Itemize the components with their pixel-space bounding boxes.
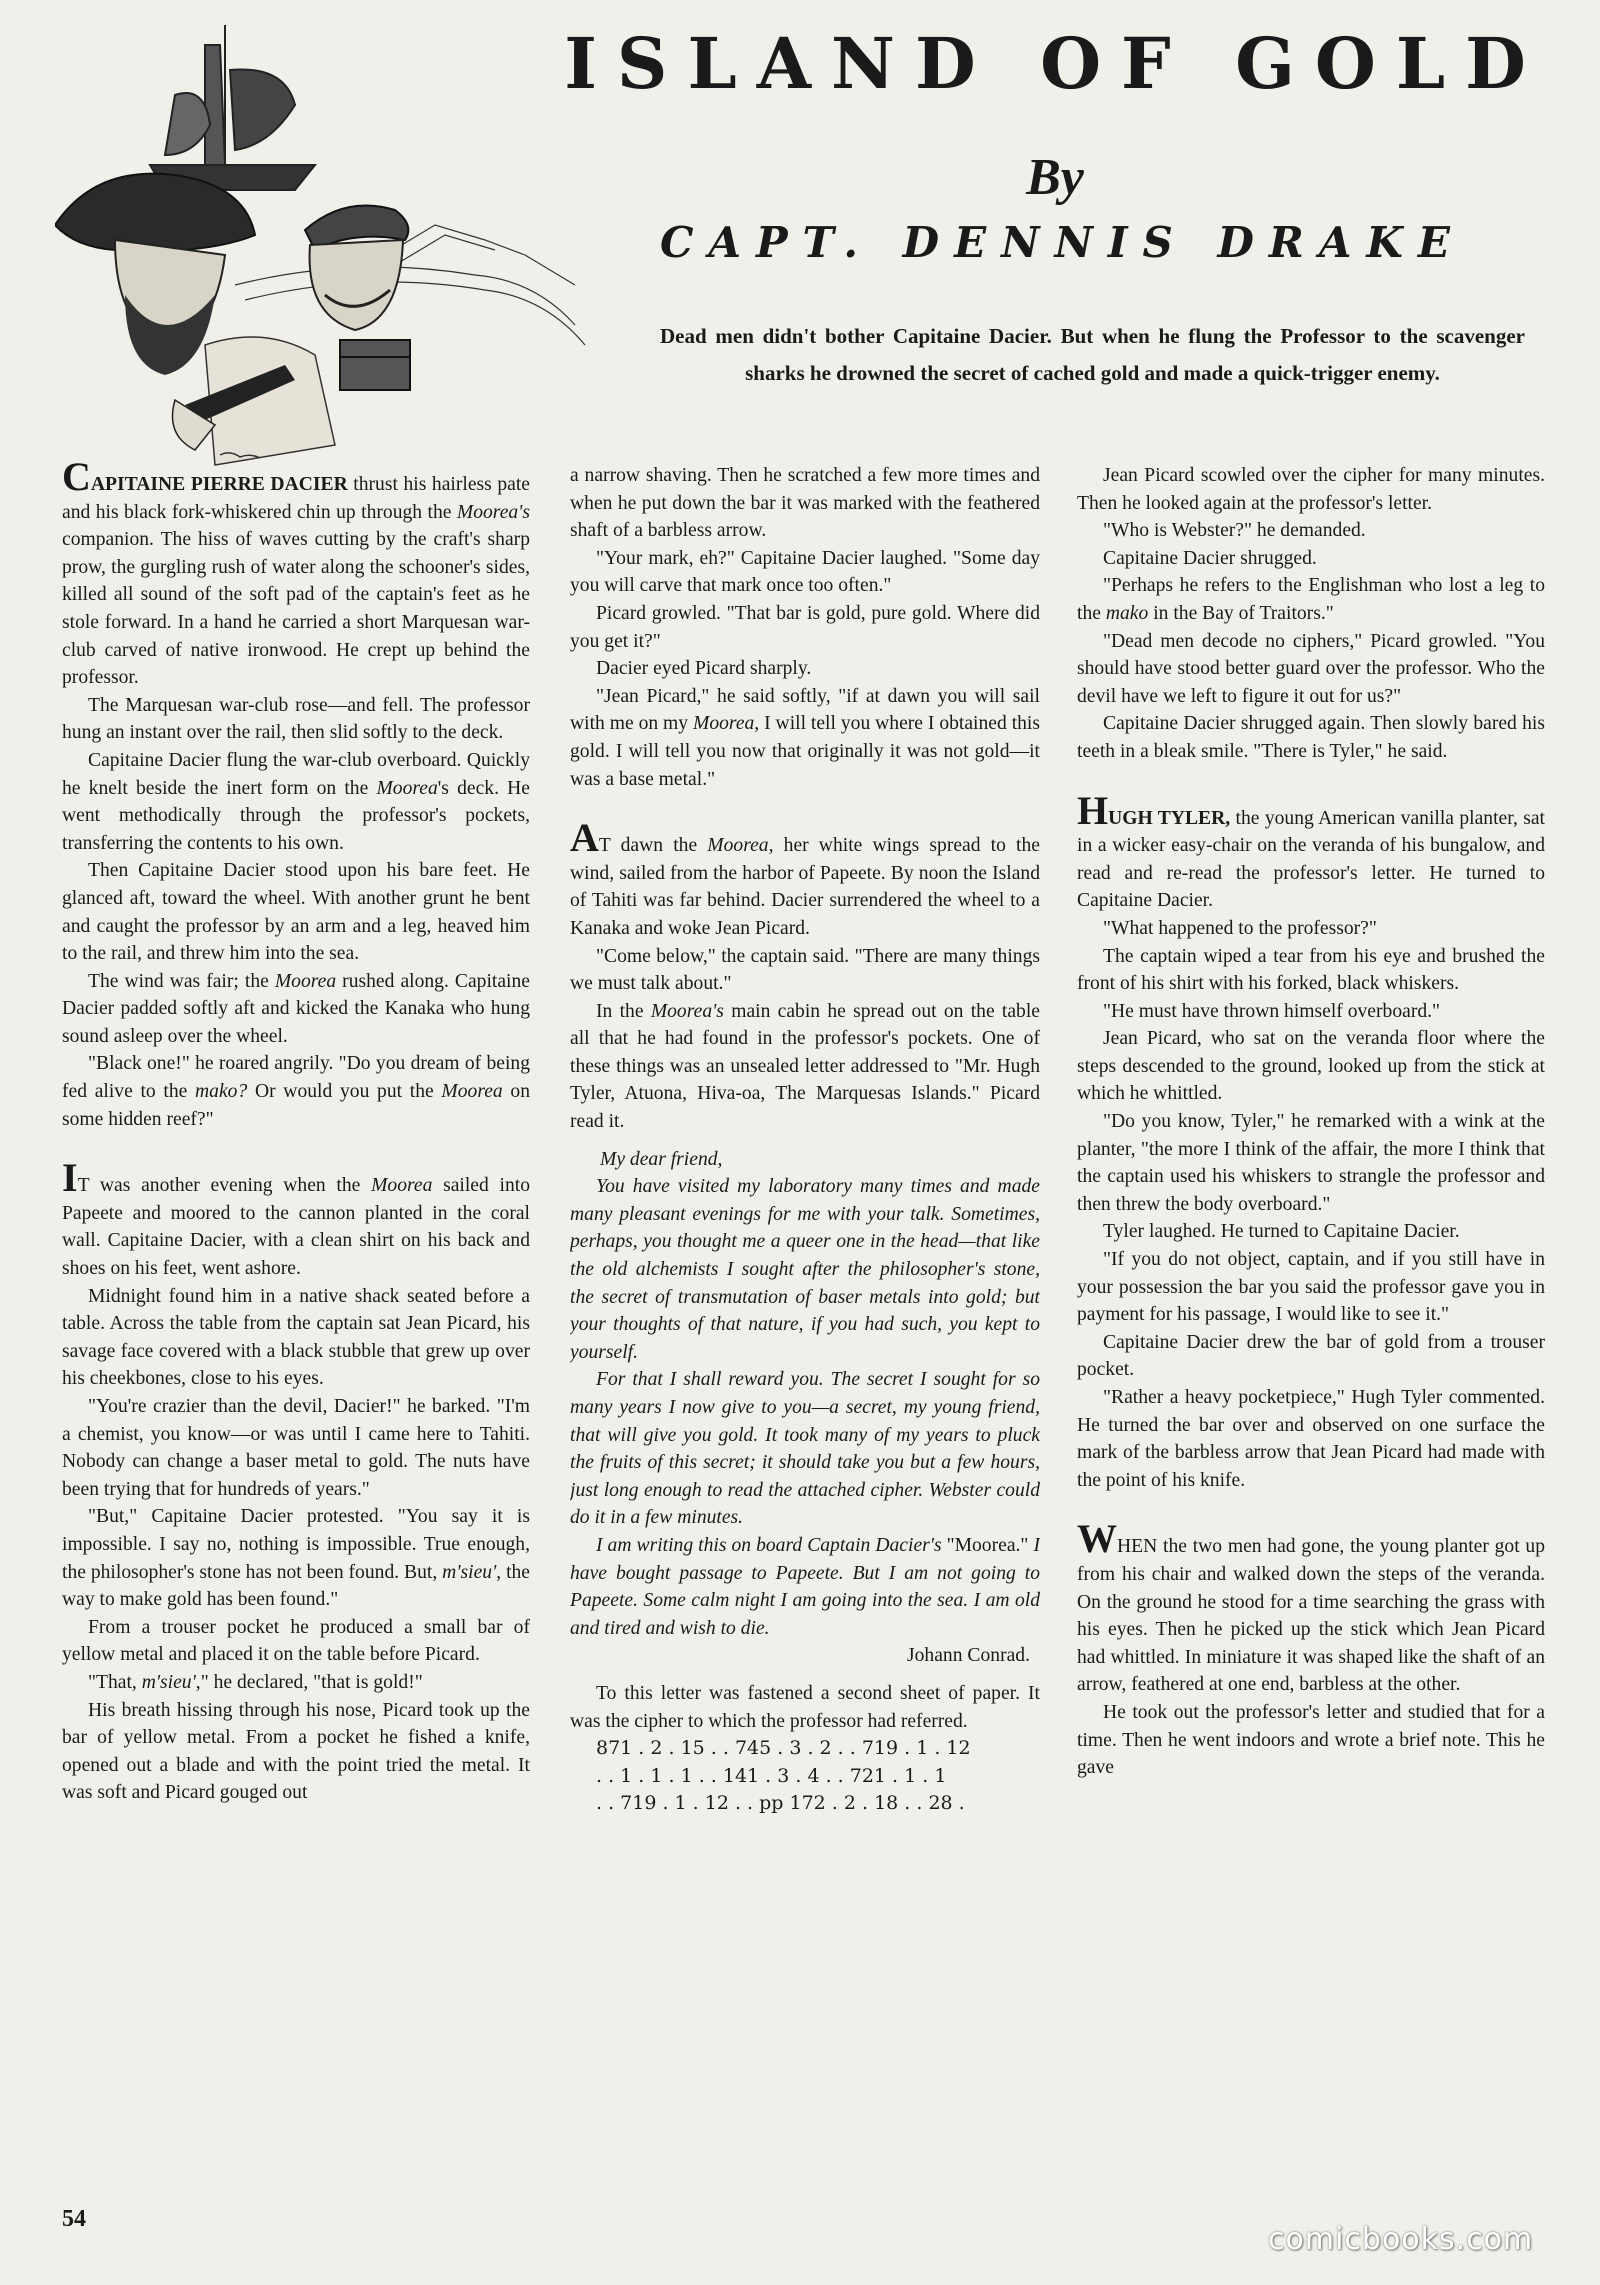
text-column-1: [62, 462, 530, 2222]
paragraph: "Who is Webster?" he demanded.: [1103, 520, 1366, 542]
italic-text: Moorea: [441, 1081, 503, 1103]
text-run: , the way to make gold has been found.": [62, 1561, 530, 1611]
letter-salutation: My dear friend,: [600, 1148, 723, 1170]
paragraph: [62, 1669, 530, 1697]
letter-signature: Johann Conrad.: [907, 1645, 1030, 1667]
paragraph: He took out the professor's letter and studied that for a time. Then he went indoors and wrote a brief note. This he gave: [1077, 1701, 1545, 1779]
paragraph: Tyler laughed. He turned to Capitaine Dacier.: [1103, 1221, 1460, 1243]
cipher-line: 871 . 2 . 15 . . 745 . 3 . 2 . . 719 . 1 . 12: [596, 1737, 971, 1760]
text-run: T was another evening when the: [77, 1175, 372, 1197]
paragraph: "You're crazier than the devil, Dacier!" he barked. "I'm a chemist, you know—or was until I came here to Tahiti. Nobody can change a baser metal to gold. The nuts have been trying that for hundreds of years.": [62, 1396, 530, 1500]
paragraph: "If you do not object, captain, and if you still have in your possession the bar you said the professor gave you in payment for his passage, I would like to see it.": [1077, 1249, 1545, 1326]
text-column-2: [570, 462, 1040, 2222]
italic-text: m'sieu': [442, 1561, 497, 1583]
page-number: 54: [62, 2206, 86, 2232]
paragraph: a narrow shaving. Then he scratched a few more times and when he put down the bar it was marked with the feathered shaft of a barbless arrow.: [570, 465, 1040, 542]
text-run: I will tell you where I obtained this gold. I will tell you now that originally it was not gold—it was a base metal.": [570, 713, 1040, 790]
text-run: ," he declared, "that is gold!": [195, 1671, 423, 1693]
paragraph: To this letter was fastened a second sheet of paper. It was the cipher to which the professor had referred.: [570, 1682, 1040, 1732]
italic-text: Moorea's: [650, 1000, 724, 1022]
italic-text: Moorea,: [693, 713, 760, 735]
paragraph: [570, 683, 1040, 793]
paragraph: "Dead men decode no ciphers," Picard growled. "You should have stood better guard over the professor. Who the devil have we left to figure it out for us?": [1077, 630, 1545, 707]
professor-letter: [570, 1146, 1040, 1670]
drop-cap: H: [1077, 787, 1109, 833]
cipher-line: . . 1 . 1 . 1 . . 141 . 3 . 4 . . 721 . 1 . 1: [596, 1764, 947, 1787]
text-run: "But," Capitaine Dacier protested. "You say it is impossible. I say no, nothing is impossible. True enough, the philosopher's stone has not been found. But,: [62, 1506, 530, 1583]
text-run: in the Bay of Traitors.": [1148, 602, 1334, 624]
paragraph: Midnight found him in a native shack seated before a table. Across the table from the captain sat Jean Picard, his savage face covered with a black stubble that grew up over his cheekbones, close to his eyes.: [62, 1285, 530, 1390]
paragraph: Picard growled. "That bar is gold, pure gold. Where did you get it?": [570, 602, 1040, 652]
paragraph: Jean Picard scowled over the cipher for many minutes. Then he looked again at the professor's letter.: [1077, 465, 1545, 514]
text-run: 's deck. He went methodically through the professor's pockets, transferring the contents to his own.: [62, 777, 530, 854]
paragraph: The Marquesan war-club rose—and fell. The professor hung an instant over the rail, then slid softly to the deck.: [62, 694, 530, 744]
story-title: ISLAND OF GOLD: [564, 22, 1546, 105]
pirates-and-ship-illustration: [55, 25, 620, 475]
paragraph: [1077, 787, 1545, 915]
drop-cap: C: [62, 462, 91, 499]
paragraph: [62, 1050, 530, 1133]
small-caps-text: APITAINE PIERRE DACIER: [90, 474, 348, 495]
text-run: "Black one!" he roared angrily. "Do you dream of being fed alive to the: [62, 1053, 530, 1103]
paragraph: [62, 1503, 530, 1613]
text-run: thrust his hairless pate and his black fork-whiskered chin up through the: [62, 474, 530, 523]
text-run: the young American vanilla planter, sat in a wicker easy-chair on the veranda of his bungalow, and read and re-read the professor's letter. He turned to Capitaine Dacier.: [1077, 807, 1545, 912]
paragraph: Capitaine Dacier shrugged again. Then slowly bared his teeth in a bleak smile. "There is Tyler," he said.: [1077, 713, 1545, 762]
author-name: CAPT. DENNIS DRAKE: [660, 218, 1465, 267]
paragraph: [62, 747, 530, 857]
text-run: HEN the two men had gone, the young planter got up from his chair and walked down the steps of the veranda. On the ground he stood for a time searching the grass with his eyes. Then he picked up the stick which Jean Picard had whittled. In miniature it was shaped like the shaft of an arrow, feathered at one end, barbless at the other.: [1077, 1536, 1545, 1696]
paragraph: The captain wiped a tear from his eye and brushed the front of his shirt with his forked, black whiskers.: [1077, 945, 1545, 995]
byline: By: [1026, 149, 1084, 206]
paragraph: His breath hissing through his nose, Picard took up the bar of yellow metal. From a pocket he fished a knife, opened out a blade and with the point tried the metal. It was soft and Picard gouged out: [62, 1699, 530, 1804]
italic-text: Moorea,: [707, 835, 774, 857]
text-run: I have bought passage to Papeete. But I am not going to Papeete. Some calm night I am going into the sea. I am old and tired and wish to die.: [570, 1534, 1040, 1639]
drop-cap: W: [1077, 1516, 1117, 1562]
paragraph: Jean Picard, who sat on the veranda floor where the steps descended to the ground, looked up from the stick at which he whittled.: [1077, 1028, 1545, 1105]
italic-text: m'sieu': [141, 1671, 196, 1693]
paragraph: [62, 968, 530, 1051]
italic-text: Moorea: [376, 777, 438, 799]
paragraph: Capitaine Dacier drew the bar of gold from a trouser pocket.: [1077, 1331, 1545, 1381]
paragraph: [1077, 1516, 1545, 1699]
paragraph: [62, 462, 530, 692]
text-run: "Jean Picard," he said softly, "if at dawn you will sail with me on my: [570, 685, 1040, 735]
paragraph: [62, 1155, 530, 1282]
cipher-line: . . 719 . 1 . 12 . . pp 172 . 2 . 18 . . 28 .: [596, 1792, 965, 1815]
paragraph: "Your mark, eh?" Capitaine Dacier laughed. "Some day you will carve that mark once too often.": [570, 547, 1040, 597]
paragraph: Then Capitaine Dacier stood upon his bare feet. He glanced aft, toward the wheel. With another grunt he bent and caught the professor by an arm and a leg, heaved him to the rail, and threw him into the sea.: [62, 860, 530, 965]
text-run: "That,: [88, 1671, 142, 1693]
paragraph: "What happened to the professor?": [1103, 917, 1377, 939]
italic-text: Moorea: [371, 1175, 433, 1197]
drop-cap: I: [62, 1155, 78, 1201]
small-caps-text: UGH TYLER,: [1108, 807, 1231, 829]
italic-text: Moorea: [274, 970, 337, 992]
story-deck: Dead men didn't bother Capitaine Dacier. But when he flung the Professor to the scavenger sharks he drowned the secret of cached gold and made a quick-trigger enemy.: [660, 324, 1525, 385]
paragraph: Dacier eyed Picard sharply.: [596, 658, 812, 680]
text-run: sailed into Papeete and moored to the cannon planted in the coral wall. Capitaine Dacier, with a clean shirt on his back and shoes on his feet, went ashore.: [62, 1175, 530, 1280]
paragraph: "Rather a heavy pocketpiece," Hugh Tyler commented. He turned the bar over and observed on one surface the mark of the barbless arrow that Jean Picard had made with the point of his knife.: [1077, 1387, 1545, 1491]
text-run: companion. The hiss of waves cutting by the craft's sharp prow, the gurgling rush of water along the schooner's sides, killed all sound of the soft pad of the captain's feet as he stole forward. In a hand he carried a short Marquesan war-club carved of native ironwood. He crept up behind the professor.: [62, 529, 530, 689]
paragraph: "Come below," the captain said. "There are many things we must talk about.": [570, 945, 1040, 995]
text-run: her white wings spread to the wind, sailed from the harbor of Papeete. By noon the Island of Tahiti was far behind. Dacier surrendered the wheel to a Kanaka and woke Jean Picard.: [570, 835, 1040, 939]
letter-paragraph: For that I shall reward you. The secret I sought for so many years I now give to you—a secret, my young friend, that will give you gold. It took many of my years to pluck the fruits of this secret; it should take you but a few hours, just long enough to read the attached cipher. Webster could do it in a few minutes.: [570, 1369, 1040, 1529]
paragraph: [570, 815, 1040, 942]
text-run: rushed along. Capitaine Dacier padded softly aft and kicked the Kanaka who hung sound asleep over the wheel.: [62, 970, 530, 1047]
roman-text: "Moorea.": [946, 1534, 1029, 1556]
italic-text: mako: [1105, 602, 1149, 624]
paragraph: [570, 998, 1040, 1136]
text-run: on some hidden reef?": [62, 1081, 530, 1130]
text-run: main cabin he spread out on the table all that he had found in the professor's pockets. One of these things was an unsealed letter addressed to "Mr. Hugh Tyler, Atuona, Hiva-oa, The Marquesas Islands." Picard read it.: [570, 1000, 1040, 1133]
text-run: Capitaine Dacier flung the war-club overboard. Quickly he knelt beside the inert form on the: [62, 749, 530, 799]
paragraph: [1077, 572, 1545, 627]
paragraph: From a trouser pocket he produced a small bar of yellow metal and placed it on the table before Picard.: [62, 1616, 530, 1666]
watermark: comicbooks.com: [1268, 2222, 1534, 2257]
paragraph: Capitaine Dacier shrugged.: [1103, 547, 1317, 569]
letter-paragraph: [570, 1532, 1040, 1642]
text-run: T dawn the: [598, 835, 708, 857]
text-run: "Perhaps he refers to the Englishman who lost a leg to the: [1077, 575, 1545, 624]
paragraph: "He must have thrown himself overboard.": [1103, 1000, 1441, 1022]
italic-text: mako?: [195, 1081, 248, 1103]
text-run: Or would you put the: [247, 1081, 442, 1103]
text-run: In the: [596, 1000, 651, 1022]
text-column-3: [1077, 462, 1545, 2222]
drop-cap: A: [570, 815, 599, 861]
text-run: The wind was fair; the: [88, 970, 275, 992]
text-run: I am writing this on board Captain Dacier's: [596, 1534, 947, 1556]
paragraph: "Do you know, Tyler," he remarked with a wink at the planter, "the more I think of the affair, the more I think that the captain used his whiskers to strangle the professor and then threw the body overboard.": [1077, 1111, 1545, 1215]
letter-paragraph: You have visited my laboratory many times and made many pleasant evenings for me with your talk. Sometimes, perhaps, you thought me a queer one in the head—that like the old alchemists I sought after the philosopher's stone, the secret of transmutation of baser metals into gold; but your thoughts of that nature, if you had such, you kept to yourself.: [570, 1176, 1040, 1363]
italic-text: Moorea's: [456, 501, 530, 523]
